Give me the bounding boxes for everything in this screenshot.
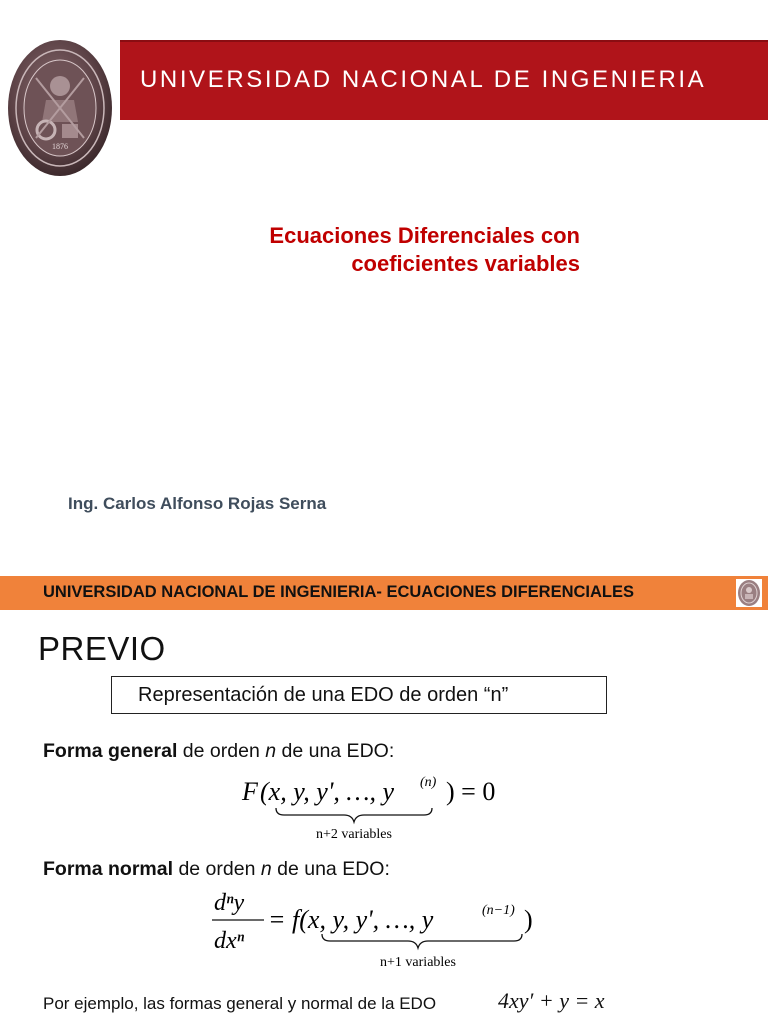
normal-form-equation <box>210 886 550 974</box>
normal-form-caption <box>43 858 390 881</box>
general-eq-sup: (n) <box>420 775 437 790</box>
general-form-text-a: de orden <box>177 740 266 762</box>
general-eq-F: F <box>242 777 258 806</box>
university-seal-logo <box>6 38 114 178</box>
presentation-title-line1: Ecuaciones Diferenciales con <box>269 223 580 248</box>
normal-eq-rhs: = f(x, y, y', …, y <box>268 905 434 934</box>
general-eq-close: ) = 0 <box>446 777 496 806</box>
presentation-title-line2: coeficientes variables <box>351 251 580 276</box>
normal-eq-underbrace <box>322 934 522 948</box>
general-form-italic: n <box>265 740 277 762</box>
normal-eq-denominator: dxⁿ <box>214 928 245 954</box>
normal-eq-brace-label: n+1 variables <box>380 955 456 970</box>
general-form-equation <box>236 770 536 846</box>
svg-text:1876: 1876 <box>52 142 68 151</box>
general-form-caption <box>43 740 394 763</box>
normal-form-text-a: de orden <box>173 858 261 880</box>
presentation-title <box>140 222 580 278</box>
normal-eq-sup: (n−1) <box>482 903 515 918</box>
university-seal-small-logo <box>736 579 762 607</box>
slide-header-title: UNIVERSIDAD NACIONAL DE INGENIERIA- ECUACIONES DIFERENCIALES <box>43 583 634 601</box>
example-equation: 4xy′ + y = x <box>498 988 605 1013</box>
normal-form-italic: n <box>260 858 272 880</box>
normal-form-bold: Forma normal <box>43 858 174 880</box>
general-eq-underbrace <box>276 808 432 822</box>
normal-eq-close: ) <box>524 905 533 934</box>
content-slide <box>0 560 768 1024</box>
general-form-text-b: de una EDO: <box>276 740 395 762</box>
general-form-bold: Forma general <box>43 740 178 762</box>
general-eq-args: (x, y, y', …, y <box>260 777 395 806</box>
normal-form-text-b: de una EDO: <box>271 858 390 880</box>
university-banner <box>120 40 768 120</box>
author-name: Ing. Carlos Alfonso Rojas Serna <box>68 494 327 513</box>
university-banner-title: UNIVERSIDAD NACIONAL DE INGENIERIA <box>140 66 707 93</box>
section-title: PREVIO <box>38 630 166 667</box>
representation-box <box>111 676 607 714</box>
slide-header-bar <box>0 576 768 610</box>
example-text: Por ejemplo, las formas general y normal de la EDO <box>43 994 437 1013</box>
representation-box-label: Representación de una EDO de orden “n” <box>138 684 509 706</box>
general-eq-brace-label: n+2 variables <box>316 827 392 842</box>
normal-eq-numerator: dⁿy <box>214 890 245 916</box>
